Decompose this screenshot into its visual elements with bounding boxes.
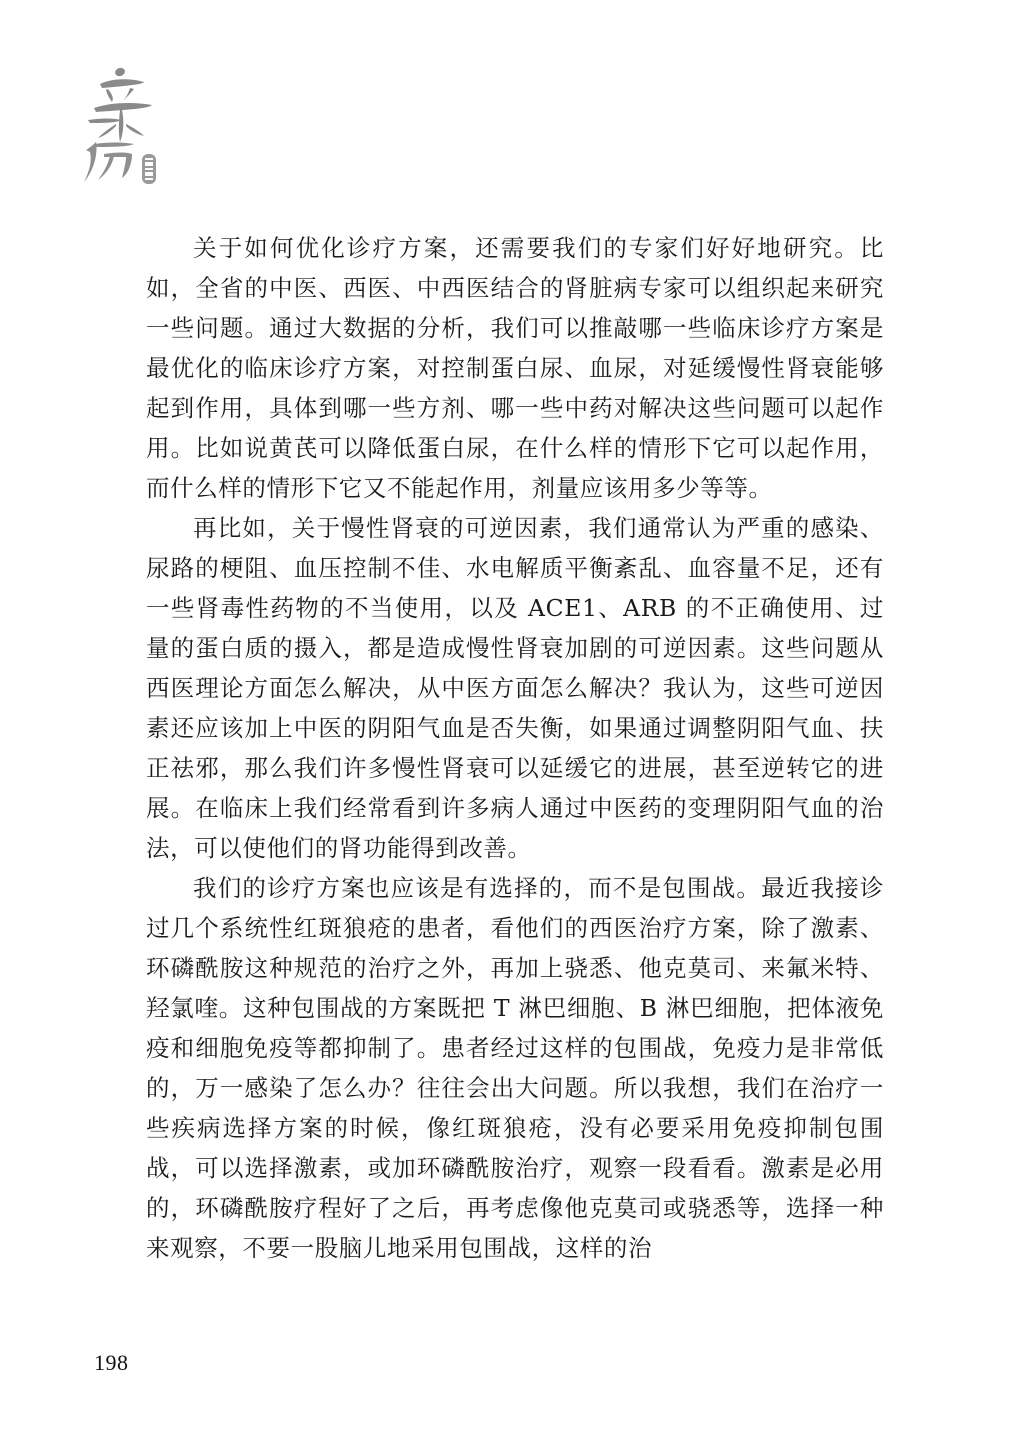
calligraphy-logo-icon bbox=[82, 58, 182, 188]
paragraph-3: 我们的诊疗方案也应该是有选择的，而不是包围战。最近我接诊过几个系统性红斑狼疮的患者，看他们的西医治疗方案，除了激素、环磷酰胺这种规范的治疗之外，再加上骁悉、他克莫司、来氟米特、羟氯喹。这种包围战的方案既把 T 淋巴细胞、B 淋巴细胞，把体液免疫和细胞免疫等都抑制了。患者经过这样的包围战，免疫力是非常低的，万一感染了怎么办？往往会出大问题。所以我想，我们在治疗一些疾病选择方案的时候，像红斑狼疮，没有必要采用免疫抑制包围战，可以选择激素，或加环磷酰胺治疗，观察一段看看。激素是必用的，环磷酰胺疗程好了之后，再考虑像他克莫司或骁悉等，选择一种来观察，不要一股脑儿地采用包围战，这样的治 bbox=[146, 874, 884, 1262]
main-text bbox=[146, 228, 884, 1268]
series-logo bbox=[82, 58, 182, 188]
paragraph-1: 关于如何优化诊疗方案，还需要我们的专家们好好地研究。比如，全省的中医、西医、中西医结合的肾脏病专家可以组织起来研究一些问题。通过大数据的分析，我们可以推敲哪一些临床诊疗方案是最优化的临床诊疗方案，对控制蛋白尿、血尿，对延缓慢性肾衰能够起到作用，具体到哪一些方剂、哪一些中药对解决这些问题可以起作用。比如说黄芪可以降低蛋白尿，在什么样的情形下它可以起作用，而什么样的情形下它又不能起作用，剂量应该用多少等等。 bbox=[146, 234, 884, 502]
page-number: 198 bbox=[94, 1350, 129, 1375]
paragraph-2: 再比如，关于慢性肾衰的可逆因素，我们通常认为严重的感染、尿路的梗阻、血压控制不佳、水电解质平衡紊乱、血容量不足，还有一些肾毒性药物的不当使用，以及 ACE1、ARB 的不正确使用、过量的蛋白质的摄入，都是造成慢性肾衰加剧的可逆因素。这些问题从西医理论方面怎么解决，从中医方面怎么解决？我认为，这些可逆因素还应该加上中医的阴阳气血是否失衡，如果通过调整阴阳气血、扶正祛邪，那么我们许多慢性肾衰可以延缓它的进展，甚至逆转它的进展。在临床上我们经常看到许多病人通过中医药的变理阴阳气血的治法，可以使他们的肾功能得到改善。 bbox=[146, 514, 884, 862]
